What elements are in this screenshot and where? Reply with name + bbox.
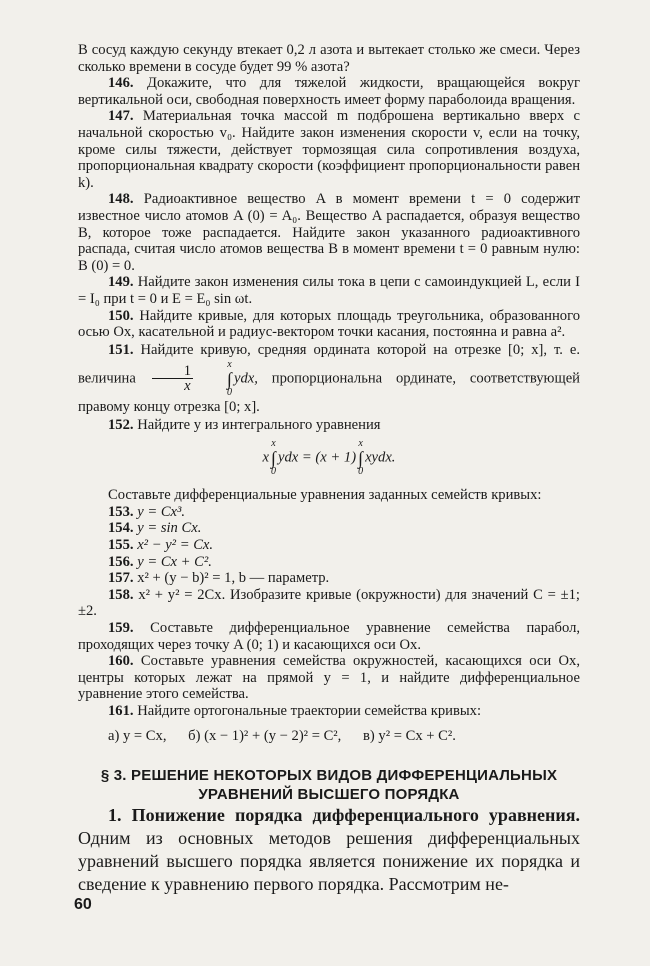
problem-152	[78, 417, 580, 434]
integral-sign: x ∫ 0	[197, 360, 232, 398]
problem-number: 159.	[108, 620, 134, 637]
family-item: 153. y = Cx³.	[108, 503, 186, 520]
integral-upper: x	[227, 358, 232, 370]
fraction	[152, 364, 193, 393]
problem-text: Материальная точка массой m подброшена вертикально вверх с начальной скоростью v₀. Найдите закон изменения скорости v, если на точку, кроме силы тяжести, действует тормозящая сила сопротивления воздуха, пропорциональная квадрату скорости (коэффициент пропорциональности равен k).	[78, 108, 580, 191]
subsection-number: 1.	[108, 805, 122, 826]
problem-number: 151.	[108, 341, 134, 358]
case-a: а) y = Cx,	[108, 727, 167, 744]
families-intro: Составьте дифференциальные уравнения заданных семейств кривых:	[108, 487, 542, 504]
problem-text: Найдите закон изменения силы тока в цепи с самоиндукцией L, если I = I₀ при t = 0 и E = E₀ sin ωt.	[78, 274, 580, 307]
fraction-denominator: x	[184, 378, 191, 395]
integral-equation	[78, 439, 580, 477]
integral-sign: x ∫ 0	[358, 438, 364, 478]
problem-text: Найдите y из интегрального уравнения	[137, 416, 381, 433]
family-item: 158. x² + y² = 2Cx. Изобразите кривые (окружности) для значений C = ±1; ±2.	[78, 586, 580, 620]
family-list	[78, 504, 580, 620]
subsection-paragraph	[78, 804, 580, 896]
subsection-text: Одним из основных методов решения дифференциальных уравнений высшего порядка является понижение их порядка и сведение к уравнению первого порядка. Рассмотрим не-	[78, 828, 580, 895]
fraction-numerator: 1	[152, 364, 193, 379]
problem-text: Найдите кривые, для которых площадь треугольника, образованного осью Ox, касательной и радиус-вектором точки касания, постоянна и равна a².	[78, 307, 580, 341]
problem-text-b: пропорциональна ординате, соответствующей правому концу отрезка [0; x].	[78, 370, 580, 415]
problem-145-tail: В сосуд каждую секунду втекает 0,2 л азота и вытекает столько же смеси. Через сколько времени в сосуде будет 99 % азота?	[78, 42, 580, 75]
problem-text: Составьте уравнения семейства окружностей, касающихся оси Ox, центры которых лежат на прямой y = 1, и найдите дифференциальное уравнение этого семейства.	[78, 653, 580, 703]
problem-146	[78, 75, 580, 108]
problem-number: 146.	[108, 75, 134, 92]
family-item: 156. y = Cx + C².	[108, 553, 212, 570]
case-c: в) y² = Cx + C².	[363, 727, 456, 744]
eq-right: xydx.	[365, 449, 396, 466]
problem-number: 152.	[108, 416, 134, 433]
family-item: 155. x² − y² = Cx.	[108, 537, 214, 554]
integrand: ydx,	[233, 370, 258, 387]
problem-text: Докажите, что для тяжелой жидкости, вращающейся вокруг вертикальной оси, свободная поверхность имеет форму параболоида вращения.	[78, 75, 580, 108]
problem-number: 160.	[108, 653, 134, 670]
family-item: 157. x² + (y − b)² = 1, b — параметр.	[108, 570, 330, 587]
problem-147	[78, 108, 580, 191]
section-title: § 3. РЕШЕНИЕ НЕКОТОРЫХ ВИДОВ ДИФФЕРЕНЦИАЛЬНЫХ УРАВНЕНИЙ ВЫСШЕГО ПОРЯДКА	[100, 767, 558, 804]
orthogonal-cases	[78, 728, 580, 745]
eq-mid: ydx = (x + 1)	[278, 449, 357, 466]
page-body	[78, 42, 580, 896]
integral-sign: x ∫ 0	[271, 438, 277, 478]
problem-number: 149.	[108, 274, 134, 291]
family-item: 154. y = sin Cx.	[108, 520, 202, 537]
problem-text-a: Найдите кривую, средняя ордината которой на отрезке [0; x], т. е. величина	[78, 341, 580, 387]
problem-text: Найдите ортогональные траектории семейства кривых:	[137, 703, 481, 719]
problem-150	[78, 308, 580, 341]
problem-number: 150.	[108, 307, 134, 324]
problem-number: 161.	[108, 703, 134, 719]
problem-161	[78, 703, 580, 720]
eq-left: x	[262, 449, 270, 466]
problem-number: 148.	[108, 191, 134, 208]
problem-text: Радиоактивное вещество A в момент времени t = 0 содержит известное число атомов A (0) = A₀. Вещество A распадается, образуя вещество B, которое тоже распадается. Найдите закон указанного радиоактивного распада, считая число атомов вещества B в момент времени t = 0 равным нулю: B (0) = 0.	[78, 191, 580, 274]
problem-number: 147.	[108, 108, 134, 125]
page-number: 60	[74, 896, 92, 913]
subsection-title: Понижение порядка дифференциального уравнения.	[131, 805, 580, 826]
problem-151	[78, 341, 580, 417]
problem-149	[78, 274, 580, 307]
problem-159	[78, 620, 580, 653]
integral-lower: 0	[226, 386, 232, 398]
problem-text: Составьте дифференциальное уравнение семейства парабол, проходящих через точку A (0; 1) и касающихся оси Ox.	[78, 620, 580, 653]
problem-160	[78, 653, 580, 703]
case-b: б) (x − 1)² + (y − 2)² = C²,	[188, 727, 342, 744]
problem-148	[78, 191, 580, 274]
